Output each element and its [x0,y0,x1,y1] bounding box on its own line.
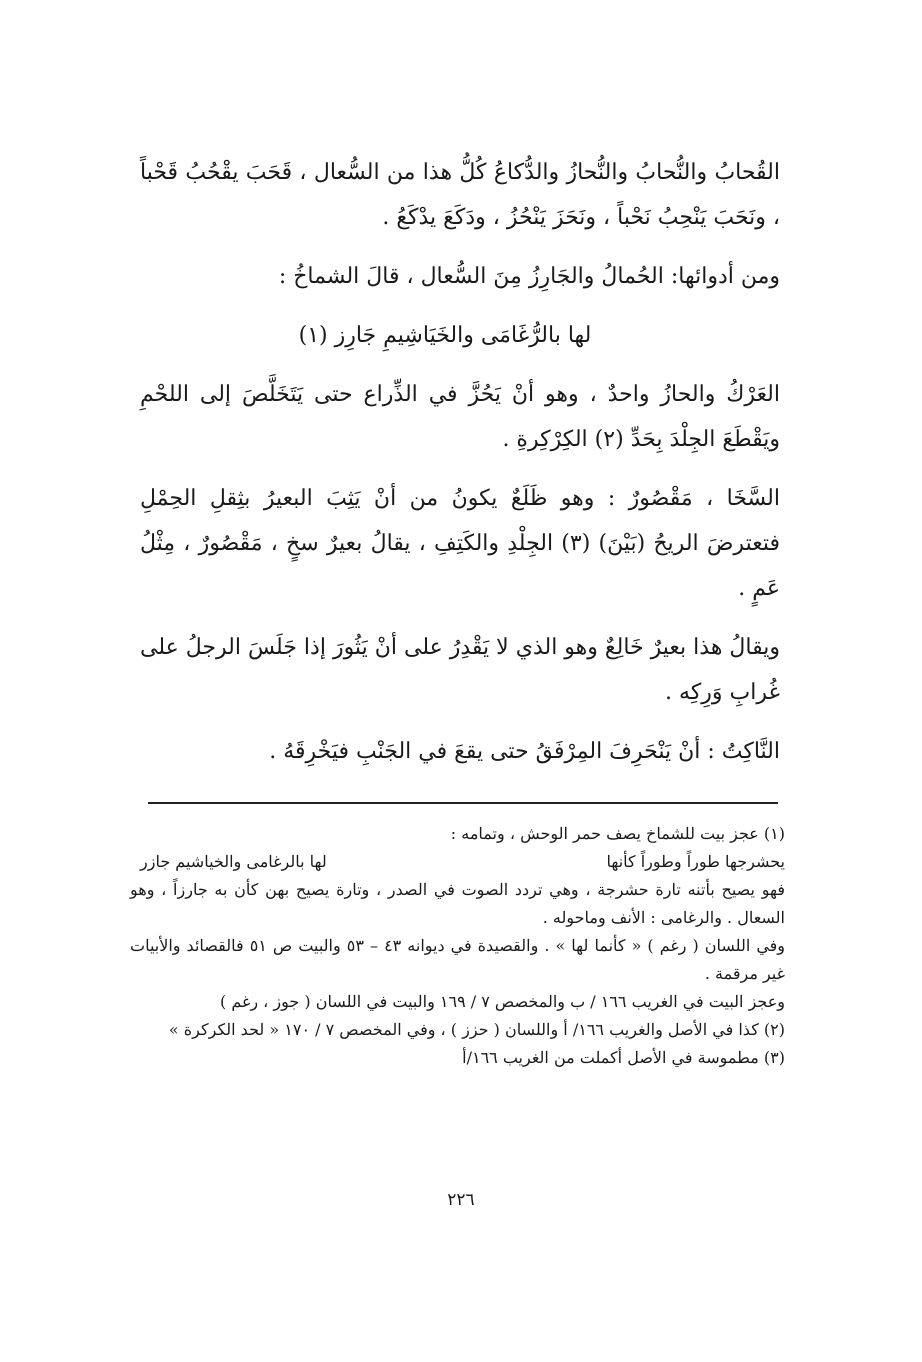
footnote-1-gharib: وعجز البيت في الغريب ١٦٦ / ب والمخصص ٧ / ١٦٩ والبيت في اللسان ( جوز ، رغم ) [220,992,785,1011]
footnote-1-intro: (١) عجز بيت للشماخ يصف حمر الوحش ، وتمامه : [450,824,785,843]
paragraph-al-ark: العَرْكُ والحازُ واحدٌ ، وهو أنْ يَحُزَّ في الذِّراع حتى يَتَخَلَّصَ إلى اللحْمِ ويَقْطَعَ الجِلْدَ بِحَدِّ (٢) الكِرْكِرةِ . [140,382,780,452]
verse-line-shammakh: لها بالرُّغَامَى والخَيَاشِيمِ جَارِز (١) [298,323,592,348]
footnote-2: (٢) كذا في الأصل والغريب ١٦٦/ أ واللسان ( حزز ) ، وفي المخصص ٧ / ١٧٠ « لحد الكركرة » [168,1020,785,1039]
paragraph-coughing-terms: القُحابُ والنُّحابُ والنُّحازُ والدُّكاعُ كُلُّ هذا من السُّعال ، قَحَبَ يقْحُبُ قَحْباً ، ونَحَبَ يَنْحِبُ نَحْباً ، ونَحَزَ يَنْحُزُ ، ودَكَعَ يدْكَعُ . [140,160,781,230]
footnote-1-verse [130,848,785,876]
footnote-separator [148,802,778,804]
footnote-3: (٣) مطموسة في الأصل أكملت من الغريب ١٦٦/أ [462,1048,785,1067]
footnotes [130,820,785,1072]
paragraph-al-nakit: النَّاكِتُ : أنْ يَنْحَرِفَ المِرْفَقُ حتى يقعَ في الجَنْبِ فيَخْرِقَهُ . [269,739,780,764]
footnote-verse-second-hemistich: لها بالرغامى والخياشيم جازر [140,852,327,871]
footnote-verse-first-hemistich: يحشرجها طوراً وطوراً كأنها [606,852,785,871]
footnote-1-lisan: وفي اللسان ( رغم ) « كأنما لها » . والقصيدة في ديوانه ٤٣ – ٥٣ والبيت ص ٥١ فالقصائد والأبيات غير مرقمة . [130,936,786,983]
main-text [140,150,780,774]
paragraph-its-ailments: ومن أدوائها: الحُمالُ والجَارِزُ مِنَ السُّعال ، قالَ الشماخُ : [278,264,780,289]
footnote-1-explanation: فهو يصيح بأتنه تارة حشرجة ، وهي تردد الصوت في الصدر ، وتارة يصيح بهن كأن به جارزاً ، وهو السعال . والرغامى : الأنف وماحوله . [130,880,785,927]
page-number: ٢٢٦ [447,1190,475,1210]
paragraph-khali: ويقالُ هذا بعيرٌ خَالِعٌ وهو الذي لا يَقْدِرُ على أنْ يَثُورَ إذا جَلَسَ الرجلُ على غُرابِ وَرِكِه . [140,635,780,705]
paragraph-al-sakha: السَّخَا ، مَقْصُورٌ : وهو ظَلَعٌ يكونُ من أنْ يَثِبَ البعيرُ بثِقلِ الحِمْلِ فتعترضَ الريحُ (بَيْنَ) (٣) الجِلْدِ والكَتِفِ ، يقالُ بعيرٌ سخٍ ، مَقْصُورٌ ، مِثْلُ عَمٍ . [140,486,780,601]
